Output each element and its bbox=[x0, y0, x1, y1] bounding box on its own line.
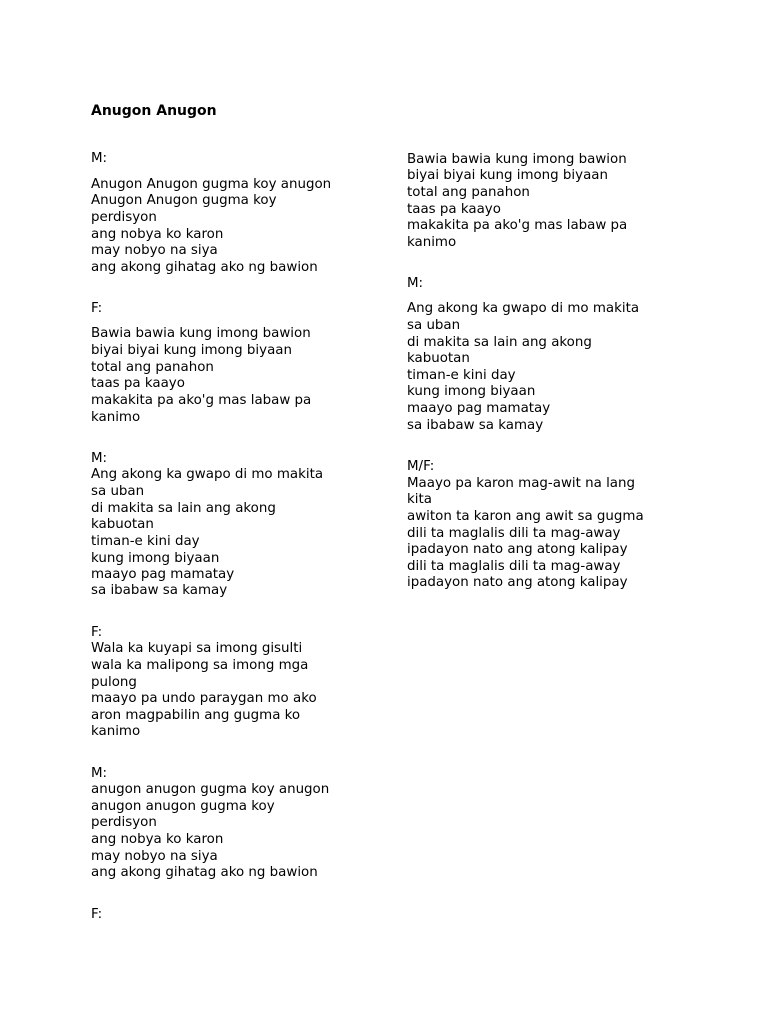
lyric-line: di makita sa lain ang akong bbox=[91, 501, 276, 516]
speaker-label: M/F: bbox=[407, 459, 435, 474]
lyric-line: kanimo bbox=[407, 235, 457, 250]
lyric-line: may nobyo na siya bbox=[91, 849, 218, 864]
lyric-line: sa uban bbox=[407, 318, 461, 333]
lyric-line: maayo pag mamatay bbox=[407, 401, 551, 416]
lyric-line: biyai biyai kung imong biyaan bbox=[407, 168, 608, 183]
lyric-line: biyai biyai kung imong biyaan bbox=[91, 343, 292, 358]
speaker-label: M: bbox=[407, 276, 424, 291]
lyric-line: makakita pa ako'g mas labaw pa bbox=[91, 393, 312, 408]
lyric-line: Ang akong ka gwapo di mo makita bbox=[91, 467, 324, 482]
lyric-line: sa ibabaw sa kamay bbox=[407, 418, 544, 433]
lyric-line: ipadayon nato ang atong kalipay bbox=[407, 575, 628, 590]
lyric-line: kung imong biyaan bbox=[91, 551, 220, 566]
lyric-line: aron magpabilin ang gugma ko bbox=[91, 708, 301, 723]
lyric-line: perdisyon bbox=[91, 210, 157, 225]
lyric-line: ang akong gihatag ako ng bawion bbox=[91, 260, 318, 275]
lyric-line: kabuotan bbox=[407, 351, 470, 366]
speaker-label: M: bbox=[91, 766, 108, 781]
speaker-label: F: bbox=[91, 907, 103, 922]
lyric-line: pulong bbox=[91, 675, 137, 690]
lyric-line: kita bbox=[407, 492, 432, 507]
speaker-label: M: bbox=[91, 451, 108, 466]
lyric-line: perdisyon bbox=[91, 815, 157, 830]
lyric-line: ipadayon nato ang atong kalipay bbox=[407, 542, 628, 557]
speaker-label: F: bbox=[91, 301, 103, 316]
lyric-line: Anugon Anugon gugma koy anugon bbox=[91, 177, 332, 192]
lyric-line: sa ibabaw sa kamay bbox=[91, 583, 228, 598]
lyric-line: Bawia bawia kung imong bawion bbox=[407, 152, 627, 167]
lyric-line: kanimo bbox=[91, 410, 141, 425]
lyric-line: Ang akong ka gwapo di mo makita bbox=[407, 301, 640, 316]
lyric-line: makakita pa ako'g mas labaw pa bbox=[407, 218, 628, 233]
lyric-line: anugon anugon gugma koy anugon bbox=[91, 782, 330, 797]
lyric-line: timan-e kini day bbox=[91, 534, 200, 549]
lyric-line: awiton ta karon ang awit sa gugma bbox=[407, 509, 644, 524]
lyric-line: ang nobya ko karon bbox=[91, 832, 224, 847]
lyric-line: kanimo bbox=[91, 724, 141, 739]
lyric-line: Anugon Anugon gugma koy bbox=[91, 193, 277, 208]
lyric-line: Bawia bawia kung imong bawion bbox=[91, 326, 311, 341]
lyric-line: dili ta maglalis dili ta mag-away bbox=[407, 559, 621, 574]
speaker-label: M: bbox=[91, 151, 108, 166]
lyric-line: kabuotan bbox=[91, 517, 154, 532]
lyric-line: dili ta maglalis dili ta mag-away bbox=[407, 526, 621, 541]
lyric-line: taas pa kaayo bbox=[91, 376, 185, 391]
song-title: Anugon Anugon bbox=[91, 103, 217, 119]
lyric-line: anugon anugon gugma koy bbox=[91, 799, 275, 814]
lyric-line: maayo pag mamatay bbox=[91, 567, 235, 582]
lyric-line: Wala ka kuyapi sa imong gisulti bbox=[91, 641, 303, 656]
lyric-line: ang nobya ko karon bbox=[91, 227, 224, 242]
lyric-line: ang akong gihatag ako ng bawion bbox=[91, 865, 318, 880]
speaker-label: F: bbox=[91, 625, 103, 640]
lyric-line: di makita sa lain ang akong bbox=[407, 335, 592, 350]
lyric-line: sa uban bbox=[91, 484, 145, 499]
lyric-line: taas pa kaayo bbox=[407, 202, 501, 217]
lyric-line: wala ka malipong sa imong mga bbox=[91, 658, 309, 673]
lyric-line: maayo pa undo paraygan mo ako bbox=[91, 691, 317, 706]
lyric-line: may nobyo na siya bbox=[91, 243, 218, 258]
lyric-line: Maayo pa karon mag-awit na lang bbox=[407, 476, 636, 491]
lyric-line: total ang panahon bbox=[91, 360, 214, 375]
lyric-line: kung imong biyaan bbox=[407, 384, 536, 399]
lyric-line: total ang panahon bbox=[407, 185, 530, 200]
lyric-line: timan-e kini day bbox=[407, 368, 516, 383]
